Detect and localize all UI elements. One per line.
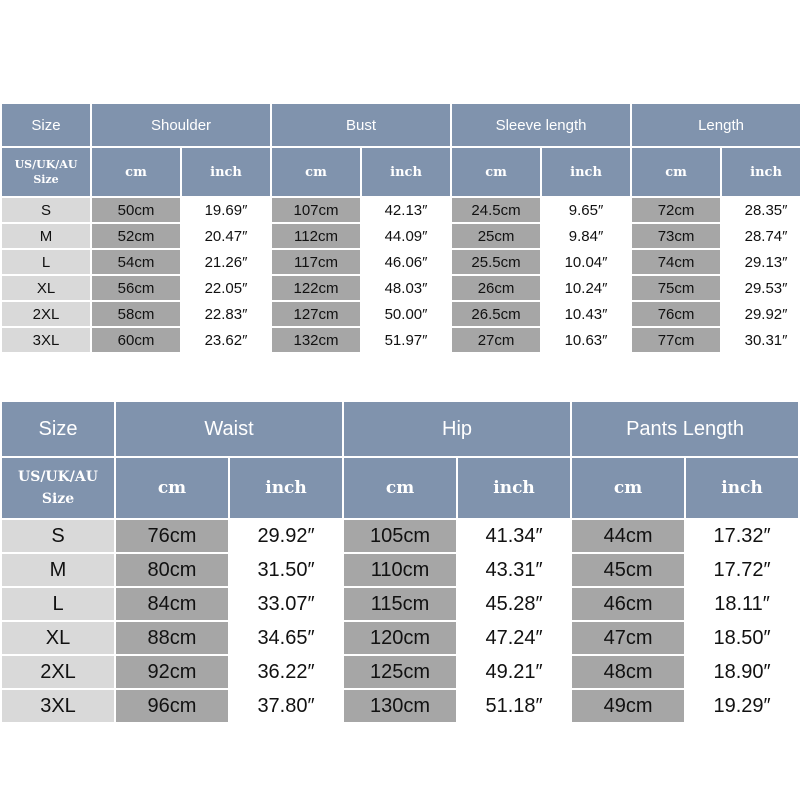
- inch-value-cell: 22.05″: [182, 276, 270, 300]
- table-row: [2, 690, 798, 722]
- cm-value-cell: 96cm: [116, 690, 228, 722]
- cm-value-cell: 27cm: [452, 328, 540, 352]
- cm-value-cell: 115cm: [344, 588, 456, 620]
- header-pants-length: Pants Length: [572, 402, 798, 456]
- size-label-cell: XL: [2, 622, 114, 654]
- size-label-cell: M: [2, 224, 90, 248]
- cm-value-cell: 46cm: [572, 588, 684, 620]
- inch-value-cell: 29.92″: [722, 302, 800, 326]
- inch-value-cell: 50.00″: [362, 302, 450, 326]
- cm-value-cell: 117cm: [272, 250, 360, 274]
- cm-value-cell: 75cm: [632, 276, 720, 300]
- size-label-cell: M: [2, 554, 114, 586]
- cm-value-cell: 76cm: [116, 520, 228, 552]
- subheader-inch: inch: [686, 458, 798, 518]
- size-label-cell: XL: [2, 276, 90, 300]
- inch-value-cell: 29.92″: [230, 520, 342, 552]
- table-row: [2, 622, 798, 654]
- size-label-cell: 3XL: [2, 328, 90, 352]
- inch-value-cell: 23.62″: [182, 328, 270, 352]
- cm-value-cell: 80cm: [116, 554, 228, 586]
- subheader-inch: inch: [362, 148, 450, 196]
- inch-value-cell: 36.22″: [230, 656, 342, 688]
- cm-value-cell: 44cm: [572, 520, 684, 552]
- inch-value-cell: 29.13″: [722, 250, 800, 274]
- cm-value-cell: 26.5cm: [452, 302, 540, 326]
- cm-value-cell: 112cm: [272, 224, 360, 248]
- cm-value-cell: 24.5cm: [452, 198, 540, 222]
- header-waist: Waist: [116, 402, 342, 456]
- subheader-inch: inch: [458, 458, 570, 518]
- inch-value-cell: 48.03″: [362, 276, 450, 300]
- inch-value-cell: 19.29″: [686, 690, 798, 722]
- table-row: [2, 250, 800, 274]
- subheader-cm: cm: [452, 148, 540, 196]
- cm-value-cell: 49cm: [572, 690, 684, 722]
- cm-value-cell: 25.5cm: [452, 250, 540, 274]
- inch-value-cell: 49.21″: [458, 656, 570, 688]
- inch-value-cell: 18.50″: [686, 622, 798, 654]
- inch-value-cell: 28.35″: [722, 198, 800, 222]
- header-shoulder: Shoulder: [92, 104, 270, 146]
- cm-value-cell: 88cm: [116, 622, 228, 654]
- subheader-inch: inch: [182, 148, 270, 196]
- header-bust: Bust: [272, 104, 450, 146]
- inch-value-cell: 18.11″: [686, 588, 798, 620]
- cm-value-cell: 127cm: [272, 302, 360, 326]
- table-row: [2, 302, 800, 326]
- table-row: [2, 224, 800, 248]
- cm-value-cell: 84cm: [116, 588, 228, 620]
- inch-value-cell: 9.65″: [542, 198, 630, 222]
- inch-value-cell: 28.74″: [722, 224, 800, 248]
- cm-value-cell: 132cm: [272, 328, 360, 352]
- inch-value-cell: 17.72″: [686, 554, 798, 586]
- inch-value-cell: 18.90″: [686, 656, 798, 688]
- table-row: [2, 588, 798, 620]
- inch-value-cell: 41.34″: [458, 520, 570, 552]
- inch-value-cell: 29.53″: [722, 276, 800, 300]
- inch-value-cell: 45.28″: [458, 588, 570, 620]
- table-row: [2, 656, 798, 688]
- subheader-cm: cm: [116, 458, 228, 518]
- inch-value-cell: 37.80″: [230, 690, 342, 722]
- size-label-cell: S: [2, 520, 114, 552]
- cm-value-cell: 107cm: [272, 198, 360, 222]
- cm-value-cell: 47cm: [572, 622, 684, 654]
- size-label-cell: 2XL: [2, 302, 90, 326]
- inch-value-cell: 51.18″: [458, 690, 570, 722]
- cm-value-cell: 56cm: [92, 276, 180, 300]
- inch-value-cell: 17.32″: [686, 520, 798, 552]
- size-label-cell: S: [2, 198, 90, 222]
- inch-value-cell: 10.04″: [542, 250, 630, 274]
- inch-value-cell: 47.24″: [458, 622, 570, 654]
- inch-value-cell: 30.31″: [722, 328, 800, 352]
- inch-value-cell: 19.69″: [182, 198, 270, 222]
- inch-value-cell: 10.43″: [542, 302, 630, 326]
- inch-value-cell: 43.31″: [458, 554, 570, 586]
- subheader-cm: cm: [344, 458, 456, 518]
- subheader-inch: inch: [230, 458, 342, 518]
- subheader-cm: cm: [92, 148, 180, 196]
- bottom-size-chart: [0, 400, 800, 724]
- cm-value-cell: 77cm: [632, 328, 720, 352]
- subheader-inch: inch: [542, 148, 630, 196]
- inch-value-cell: 10.63″: [542, 328, 630, 352]
- cm-value-cell: 120cm: [344, 622, 456, 654]
- cm-value-cell: 105cm: [344, 520, 456, 552]
- cm-value-cell: 72cm: [632, 198, 720, 222]
- header-size: Size: [2, 402, 114, 456]
- subheader-cm: cm: [272, 148, 360, 196]
- table-row: [2, 276, 800, 300]
- size-label-cell: L: [2, 250, 90, 274]
- table-row: [2, 554, 798, 586]
- table-row: [2, 198, 800, 222]
- cm-value-cell: 52cm: [92, 224, 180, 248]
- table-row: [2, 520, 798, 552]
- subheader-size-region: US/UK/AU Size: [2, 148, 90, 196]
- cm-value-cell: 45cm: [572, 554, 684, 586]
- size-label-cell: L: [2, 588, 114, 620]
- inch-value-cell: 9.84″: [542, 224, 630, 248]
- subheader-cm: cm: [572, 458, 684, 518]
- inch-value-cell: 20.47″: [182, 224, 270, 248]
- top-size-chart: [0, 102, 800, 354]
- subheader-cm: cm: [632, 148, 720, 196]
- cm-value-cell: 130cm: [344, 690, 456, 722]
- inch-value-cell: 51.97″: [362, 328, 450, 352]
- inch-value-cell: 46.06″: [362, 250, 450, 274]
- inch-value-cell: 10.24″: [542, 276, 630, 300]
- inch-value-cell: 21.26″: [182, 250, 270, 274]
- cm-value-cell: 125cm: [344, 656, 456, 688]
- inch-value-cell: 31.50″: [230, 554, 342, 586]
- size-label-cell: 3XL: [2, 690, 114, 722]
- subheader-size-region: US/UK/AU Size: [2, 458, 114, 518]
- cm-value-cell: 110cm: [344, 554, 456, 586]
- size-label-cell: 2XL: [2, 656, 114, 688]
- inch-value-cell: 22.83″: [182, 302, 270, 326]
- cm-value-cell: 76cm: [632, 302, 720, 326]
- cm-value-cell: 73cm: [632, 224, 720, 248]
- cm-value-cell: 58cm: [92, 302, 180, 326]
- table-row: [2, 328, 800, 352]
- header-size: Size: [2, 104, 90, 146]
- cm-value-cell: 48cm: [572, 656, 684, 688]
- cm-value-cell: 74cm: [632, 250, 720, 274]
- inch-value-cell: 34.65″: [230, 622, 342, 654]
- header-hip: Hip: [344, 402, 570, 456]
- cm-value-cell: 54cm: [92, 250, 180, 274]
- cm-value-cell: 60cm: [92, 328, 180, 352]
- cm-value-cell: 50cm: [92, 198, 180, 222]
- subheader-inch: inch: [722, 148, 800, 196]
- header-length: Length: [632, 104, 800, 146]
- inch-value-cell: 42.13″: [362, 198, 450, 222]
- inch-value-cell: 44.09″: [362, 224, 450, 248]
- inch-value-cell: 33.07″: [230, 588, 342, 620]
- cm-value-cell: 122cm: [272, 276, 360, 300]
- cm-value-cell: 92cm: [116, 656, 228, 688]
- cm-value-cell: 25cm: [452, 224, 540, 248]
- header-sleeve-length: Sleeve length: [452, 104, 630, 146]
- cm-value-cell: 26cm: [452, 276, 540, 300]
